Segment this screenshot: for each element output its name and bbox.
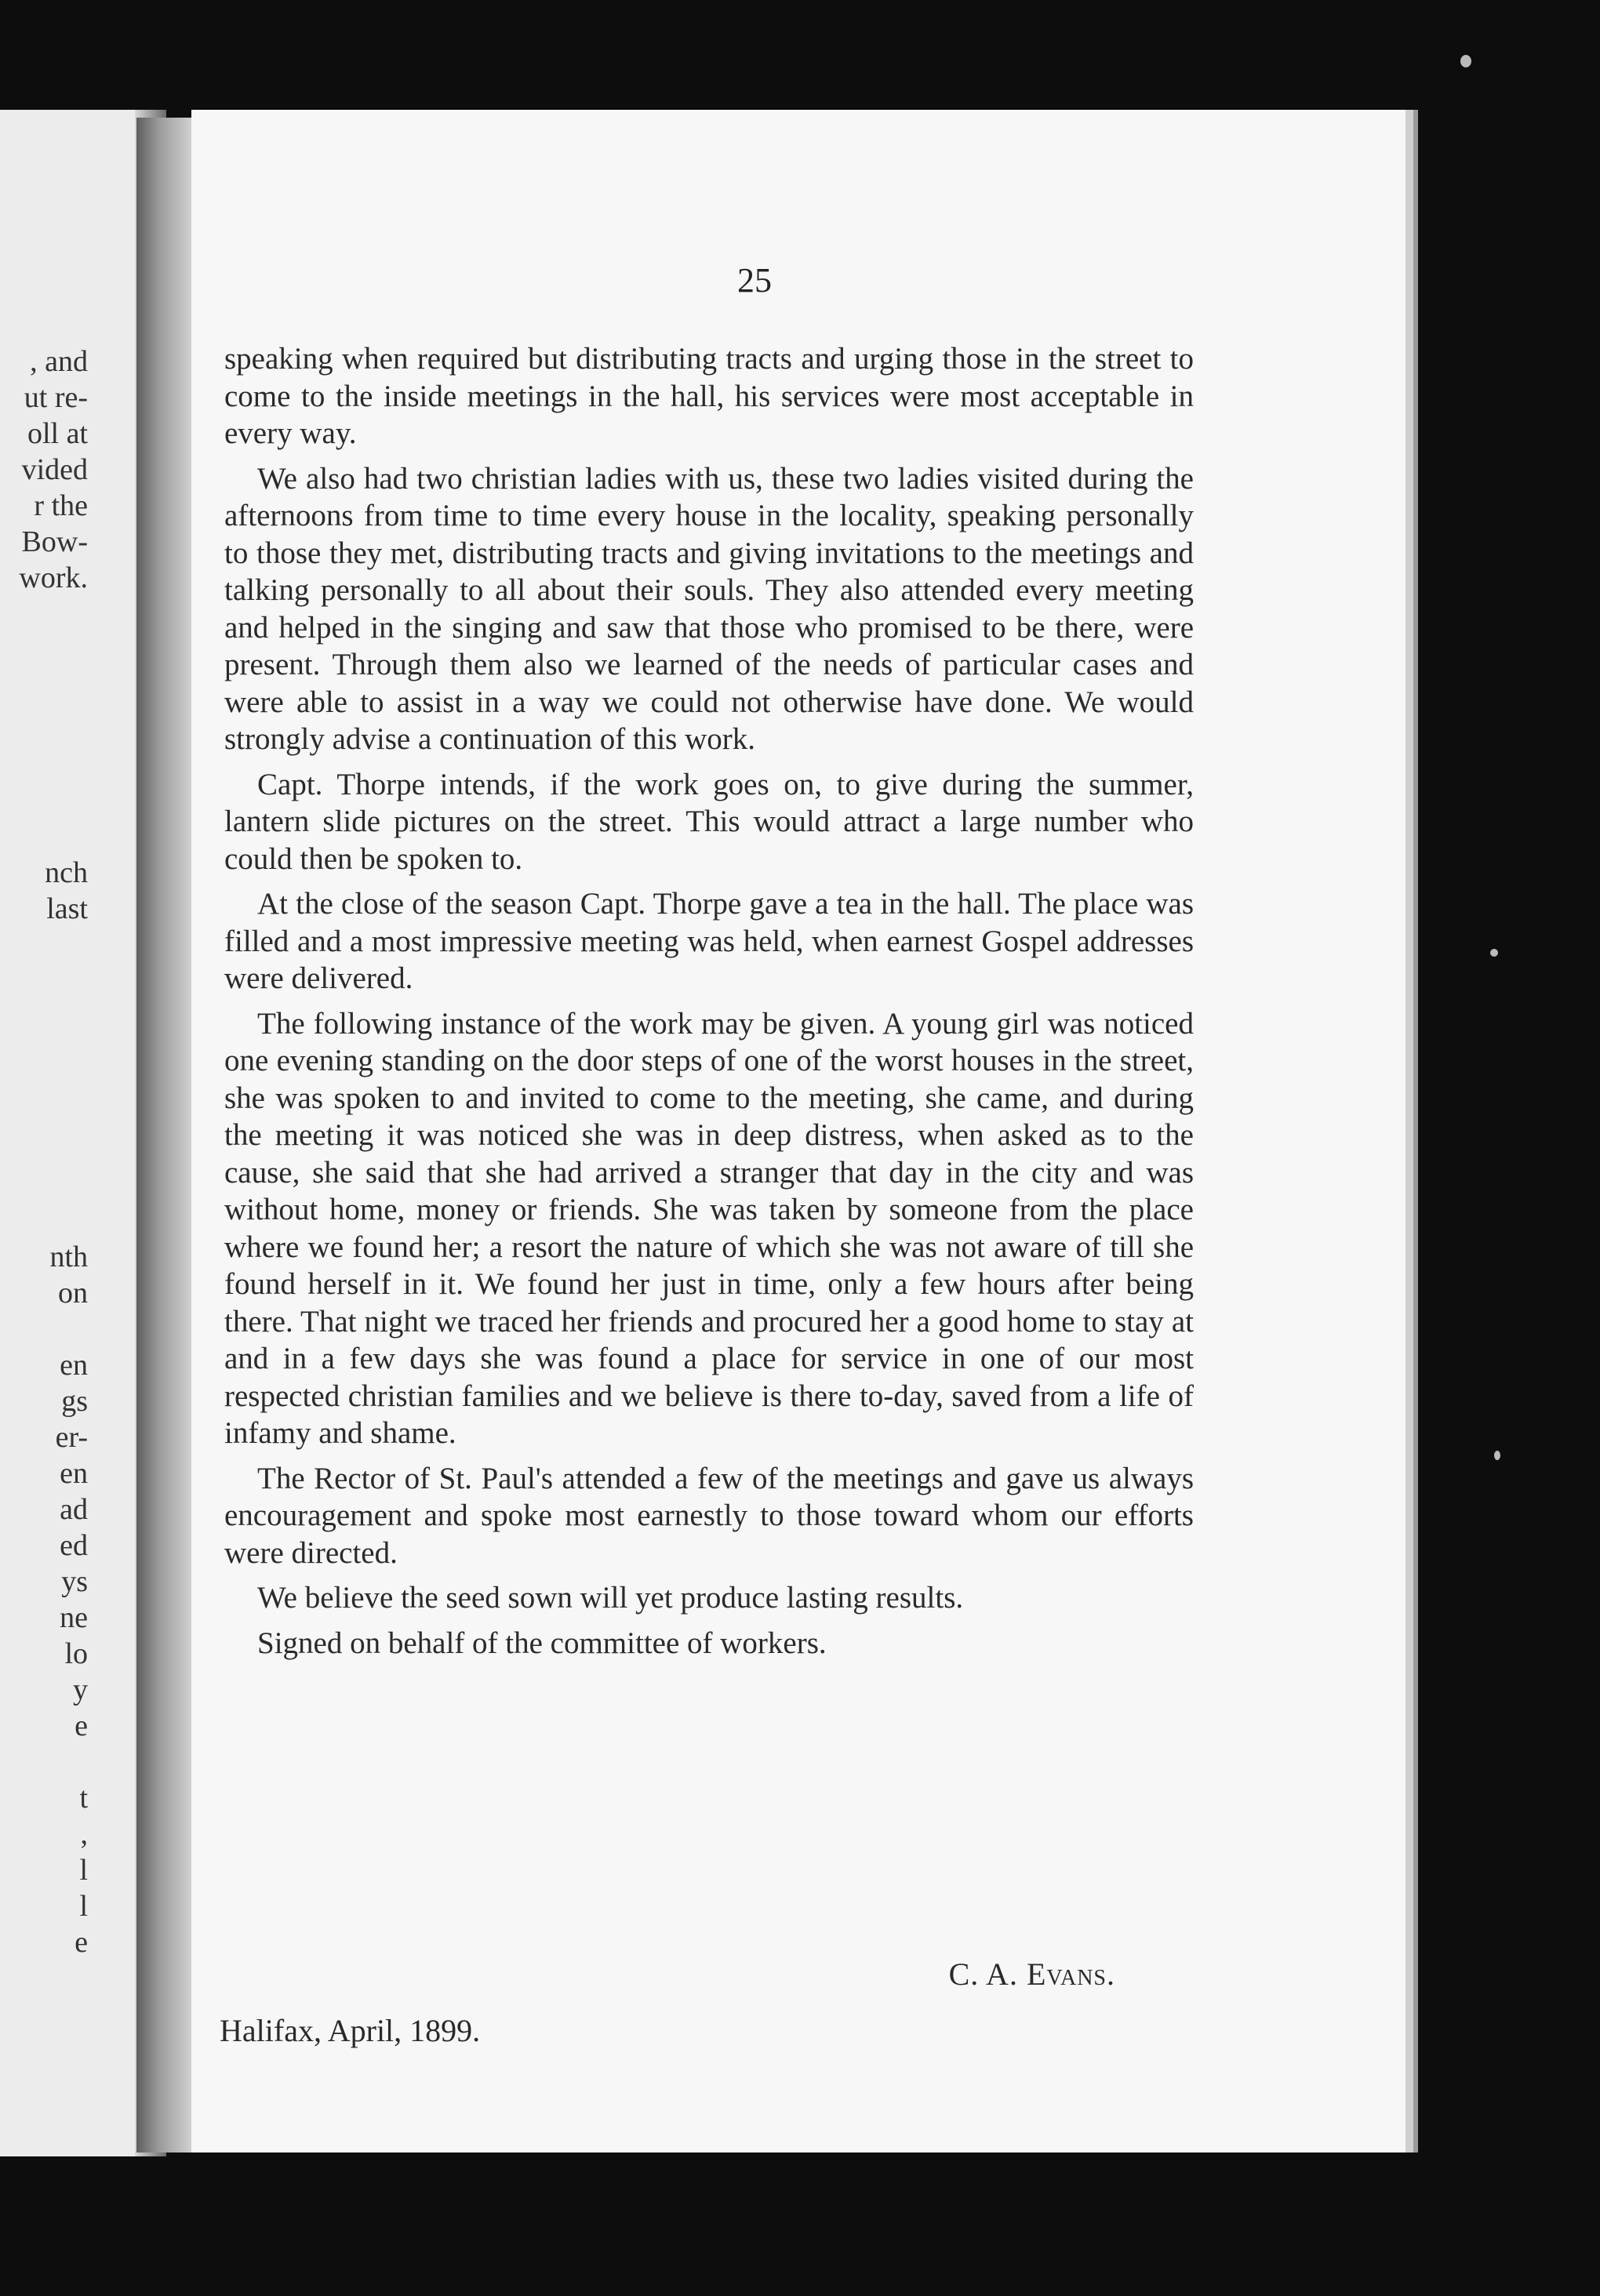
- book-gutter: [136, 118, 191, 2152]
- page-body: [224, 340, 1194, 1669]
- dateline: Halifax, April, 1899.: [220, 2013, 481, 2048]
- paragraph: The following instance of the work may be given. A young girl was noticed one evening standing on the door steps of one of the worst houses in the street, she was spoken to and invited to come to the meeting, she came, and during the meeting it was noticed she was in deep distress, when asked as to the cause, she said that she had arrived a stranger that day in the city and was without home, money or friends. She was taken by someone from the place where we found her; a resort the nature of which she was not aware of till she found herself in it. We found her just in time, only a few hours after being there. That night we traced her friends and procured her a good home to stay at and in a few days she was found a place for service in one of our most respected christian families and we believe is there to-day, saved from a life of infamy and shame.: [224, 1006, 1194, 1450]
- page-number: 25: [737, 261, 772, 300]
- left-fragment-line: ,: [80, 1818, 88, 1851]
- left-fragment-line: vided: [21, 453, 88, 486]
- left-fragment-line: ys: [61, 1565, 88, 1598]
- paragraph: speaking when required but distributing tracts and urging those in the street to come to the inside meetings in the hall, his services were most acceptable in every way.: [224, 342, 1194, 450]
- scan-speck: [1490, 949, 1498, 957]
- left-fragment-line: [49, 1311, 88, 1347]
- left-fragment-line: e: [75, 1709, 88, 1742]
- signature: [191, 1956, 1115, 1993]
- scan-speck: [1494, 1451, 1500, 1460]
- paragraph: We believe the seed sown will yet produce lasting results.: [257, 1581, 964, 1615]
- left-fragment-line: ut re-: [24, 381, 88, 414]
- left-fragment-line: lo: [64, 1637, 88, 1670]
- left-page-fragment-mid: [45, 855, 88, 927]
- left-fragment-line: en: [60, 1457, 88, 1490]
- left-fragment-line: t: [79, 1782, 88, 1815]
- paragraph: The Rector of St. Paul's attended a few of the meetings and gave us always encouragement and spoke most earnestly to those toward whom our efforts were directed.: [224, 1461, 1194, 1570]
- left-fragment-line: y: [73, 1673, 88, 1706]
- left-fragment-line: l: [79, 1854, 88, 1887]
- left-fragment-line: ed: [60, 1529, 88, 1562]
- left-fragment-line: oll at: [27, 417, 88, 450]
- left-fragment-line: last: [46, 892, 88, 925]
- page-25: [191, 110, 1405, 2152]
- left-fragment-line: l: [79, 1890, 88, 1923]
- scan-speck: [1460, 55, 1471, 67]
- left-page-fragment-top: [19, 343, 88, 596]
- left-fragment-line: ne: [60, 1601, 88, 1634]
- left-fragment-line: e: [75, 1926, 88, 1959]
- left-fragment-line: ad: [60, 1493, 88, 1526]
- left-fragment-line: en: [60, 1349, 88, 1382]
- left-fragment-line: gs: [61, 1385, 88, 1418]
- paragraph: Capt. Thorpe intends, if the work goes on, to give during the summer, lantern slide pictures on the street. This would attract a large number who could then be spoken to.: [224, 767, 1194, 876]
- left-fragment-line: on: [58, 1277, 88, 1310]
- left-fragment-line: r the: [34, 489, 88, 522]
- left-page-fragment-low: [49, 1239, 88, 1960]
- left-fragment-line: , and: [30, 345, 88, 378]
- left-fragment-line: Bow-: [21, 525, 88, 558]
- left-fragment-line: nch: [45, 856, 88, 889]
- paragraph: At the close of the season Capt. Thorpe gave a tea in the hall. The place was filled and a most impressive meeting was held, when earnest Gospel addresses were delivered.: [224, 887, 1194, 995]
- paragraph: Signed on behalf of the committee of workers.: [257, 1626, 827, 1660]
- signature-name: C. A. Evans.: [948, 1956, 1115, 1992]
- left-fragment-line: work.: [19, 561, 88, 594]
- paragraph: We also had two christian ladies with us, these two ladies visited during the afternoons from time to time every house in the locality, speaking personally to those they met, distributing tracts and giving invitations to the meetings and talking personally to all about their souls. They also attended every meeting and helped in the singing and saw that those who promised to be there, were present. Through them also we learned of the needs of particular cases and were able to assist in a way we could not otherwise have done. We would strongly advise a continuation of this work.: [224, 461, 1194, 756]
- left-fragment-line: nth: [49, 1241, 88, 1273]
- left-fragment-line: er-: [55, 1421, 88, 1454]
- left-fragment-line: [49, 1744, 88, 1780]
